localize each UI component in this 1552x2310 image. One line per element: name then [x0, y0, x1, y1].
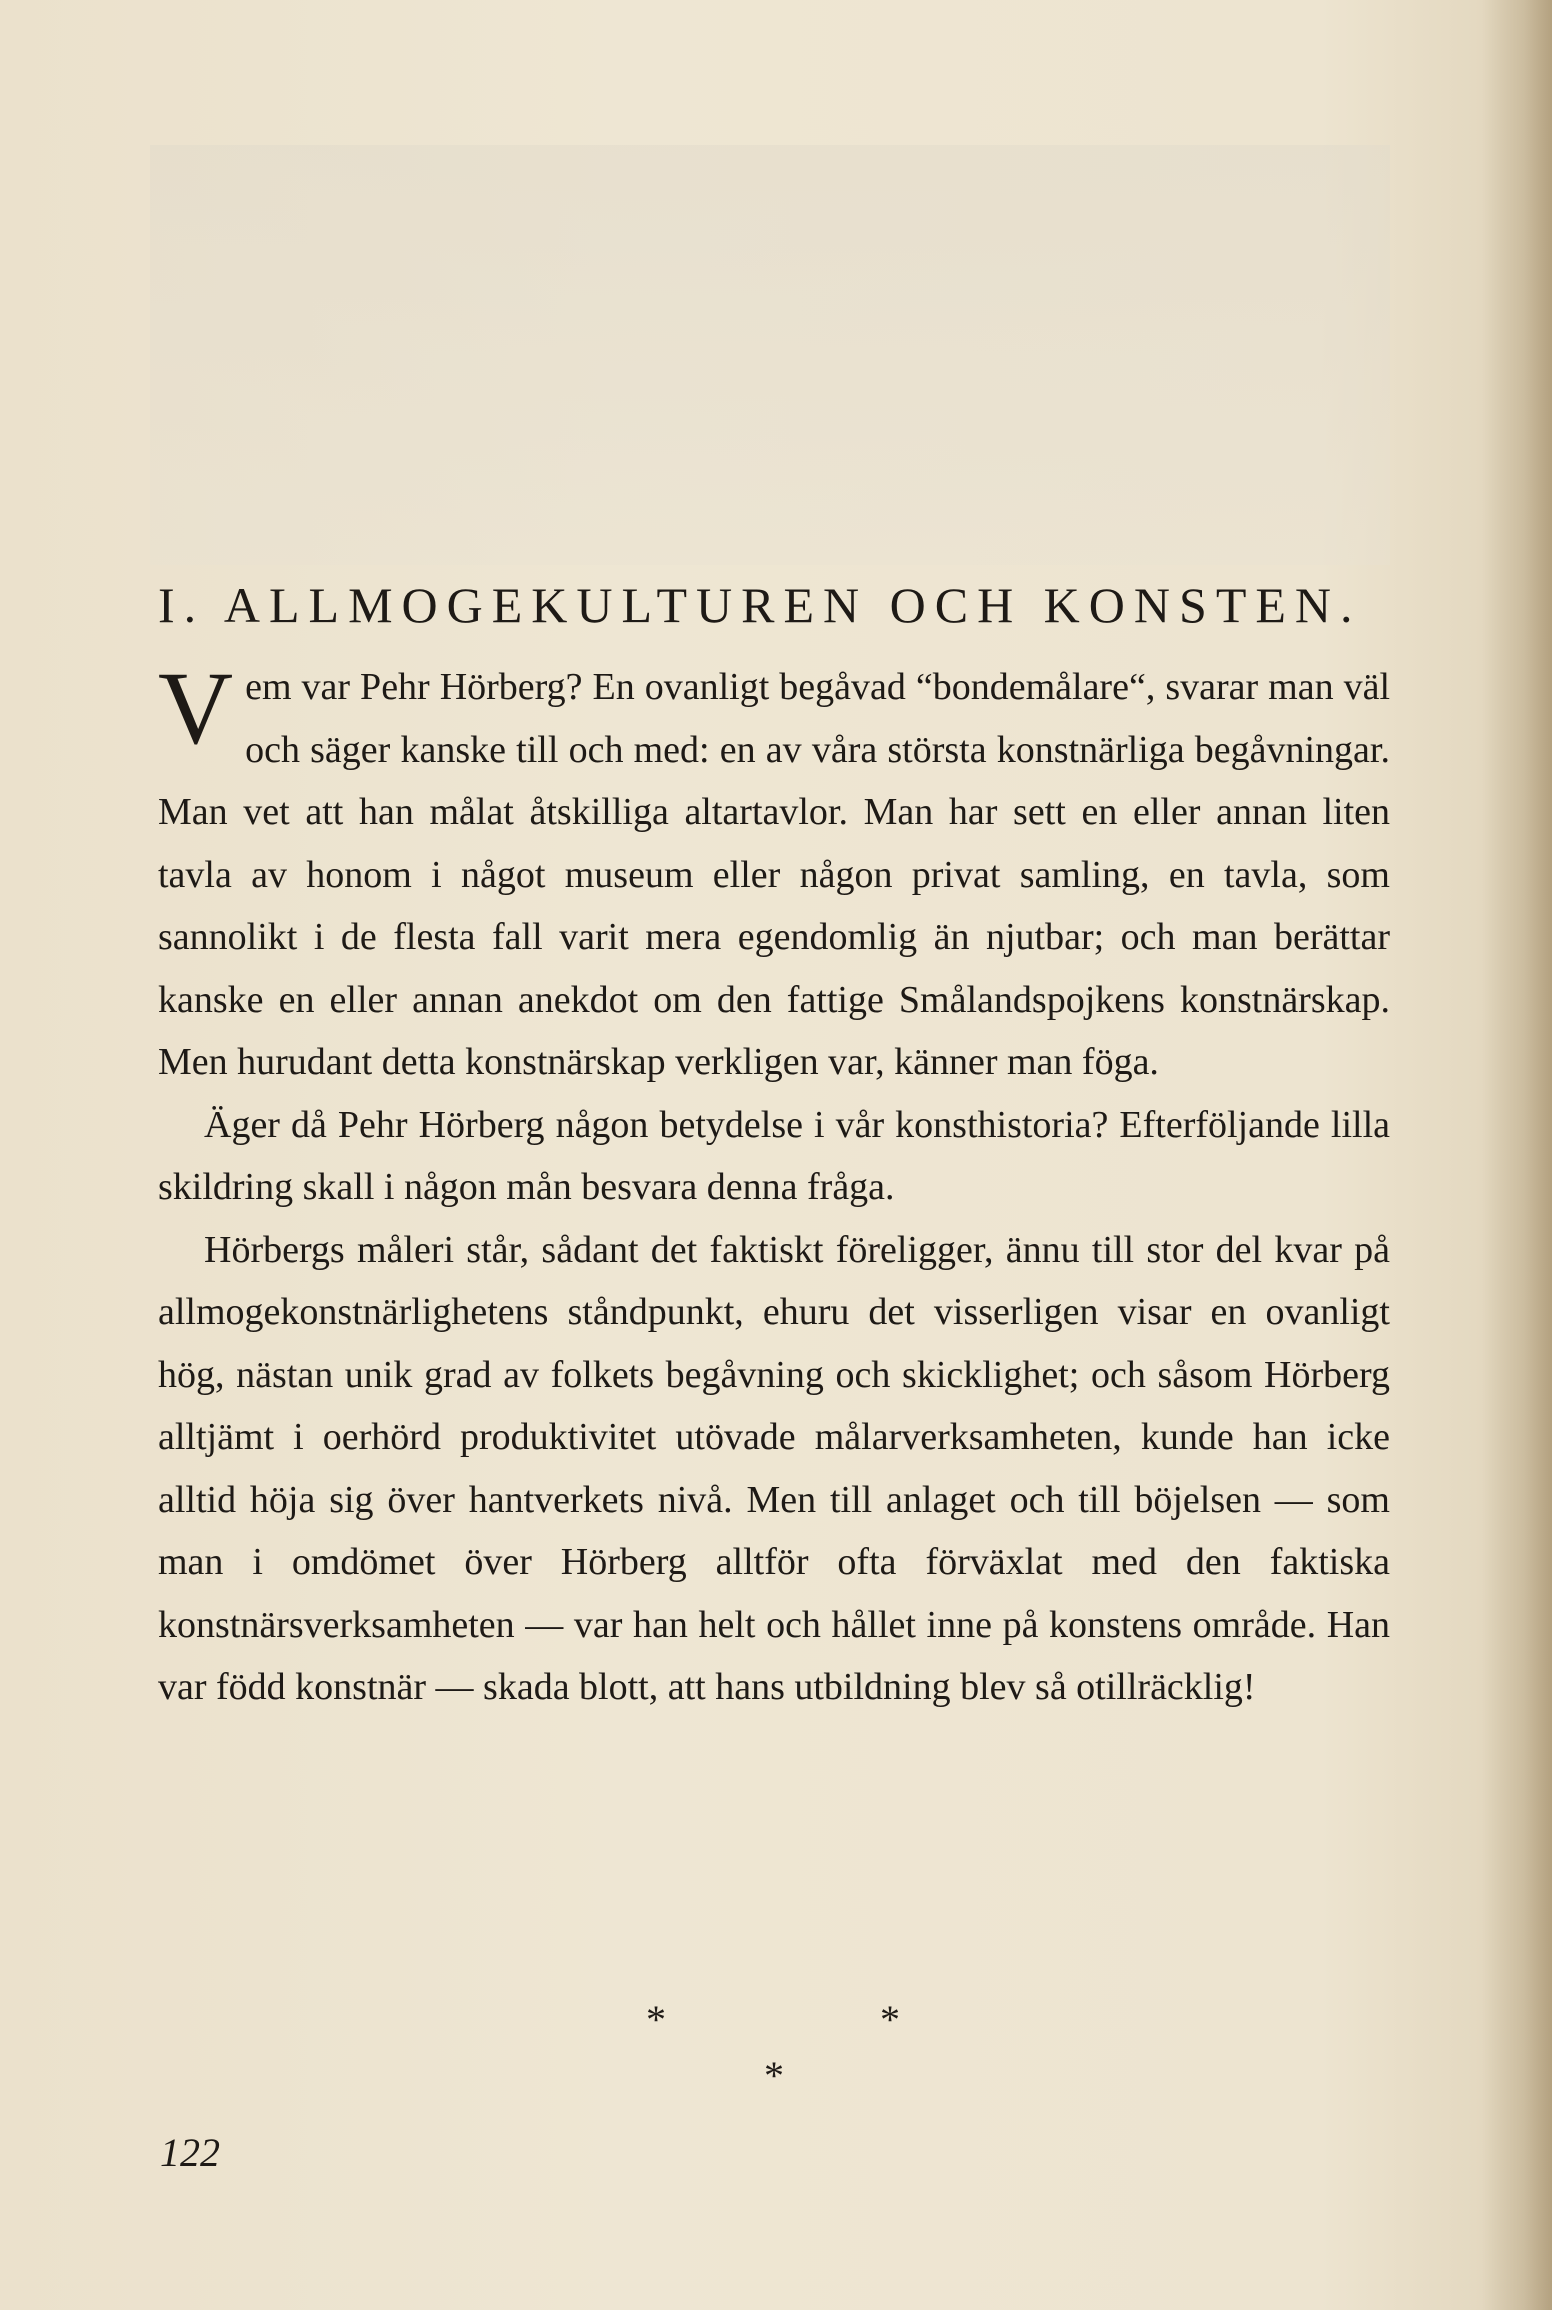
- paragraph-1: [158, 651, 1390, 1094]
- section-separator: [0, 1997, 1552, 2120]
- blank-plate-area: [150, 145, 1390, 565]
- page-gutter-shadow: [1482, 0, 1552, 2310]
- text-block: [158, 570, 1390, 1719]
- asterisk-1: *: [646, 1997, 666, 2042]
- asterisk-2: *: [880, 1997, 900, 2042]
- page-number: 122: [160, 2130, 220, 2175]
- chapter-title: I. ALLMOGEKULTUREN OCH KONSTEN.: [158, 577, 1362, 633]
- paragraph-3: Hörbergs måleri står, sådant det faktiskt föreligger, ännu till stor del kvar på allmogekonstnärlighetens ståndpunkt, ehuru det visserligen visar en ovanligt hög, nästan unik grad av folkets begåvning och skicklighet; och såsom Hörberg alltjämt i oerhörd produktivitet utövade målarverksamheten, kunde han icke alltid höja sig över hantverkets nivå. Men till anlaget och till böjelsen — som man i omdömet över Hörberg alltför ofta förväxlat med den faktiska konstnärsverksamheten — var han helt och hållet inne på konstens område. Han var född konstnär — skada blott, att hans utbildning blev så otillräcklig!: [158, 1228, 1390, 1708]
- drop-cap: V: [158, 651, 234, 766]
- paragraph-1-text: em var Pehr Hörberg? En ovanligt begåvad “bondemålare“, svarar man väl och säger kanske till och med: en av våra största konstnärliga begåvningar. Man vet att han målat åtskilliga altartavlor. Man har sett en eller annan liten tavla av honom i något museum eller någon privat samling, en tavla, som sannolikt i de flesta fall varit mera egendomlig än njutbar; och man berättar kanske en eller annan anekdot om den fattige Smålandspojkens konstnärskap. Men hurudant detta konstnärskap verkligen var, känner man föga.: [158, 666, 1390, 1083]
- paragraph-2: Äger då Pehr Hörberg någon betydelse i vår konsthistoria? Efterföljande lilla skildring skall i någon mån besvara denna fråga.: [158, 1103, 1390, 1208]
- asterisk-3: *: [764, 2053, 784, 2098]
